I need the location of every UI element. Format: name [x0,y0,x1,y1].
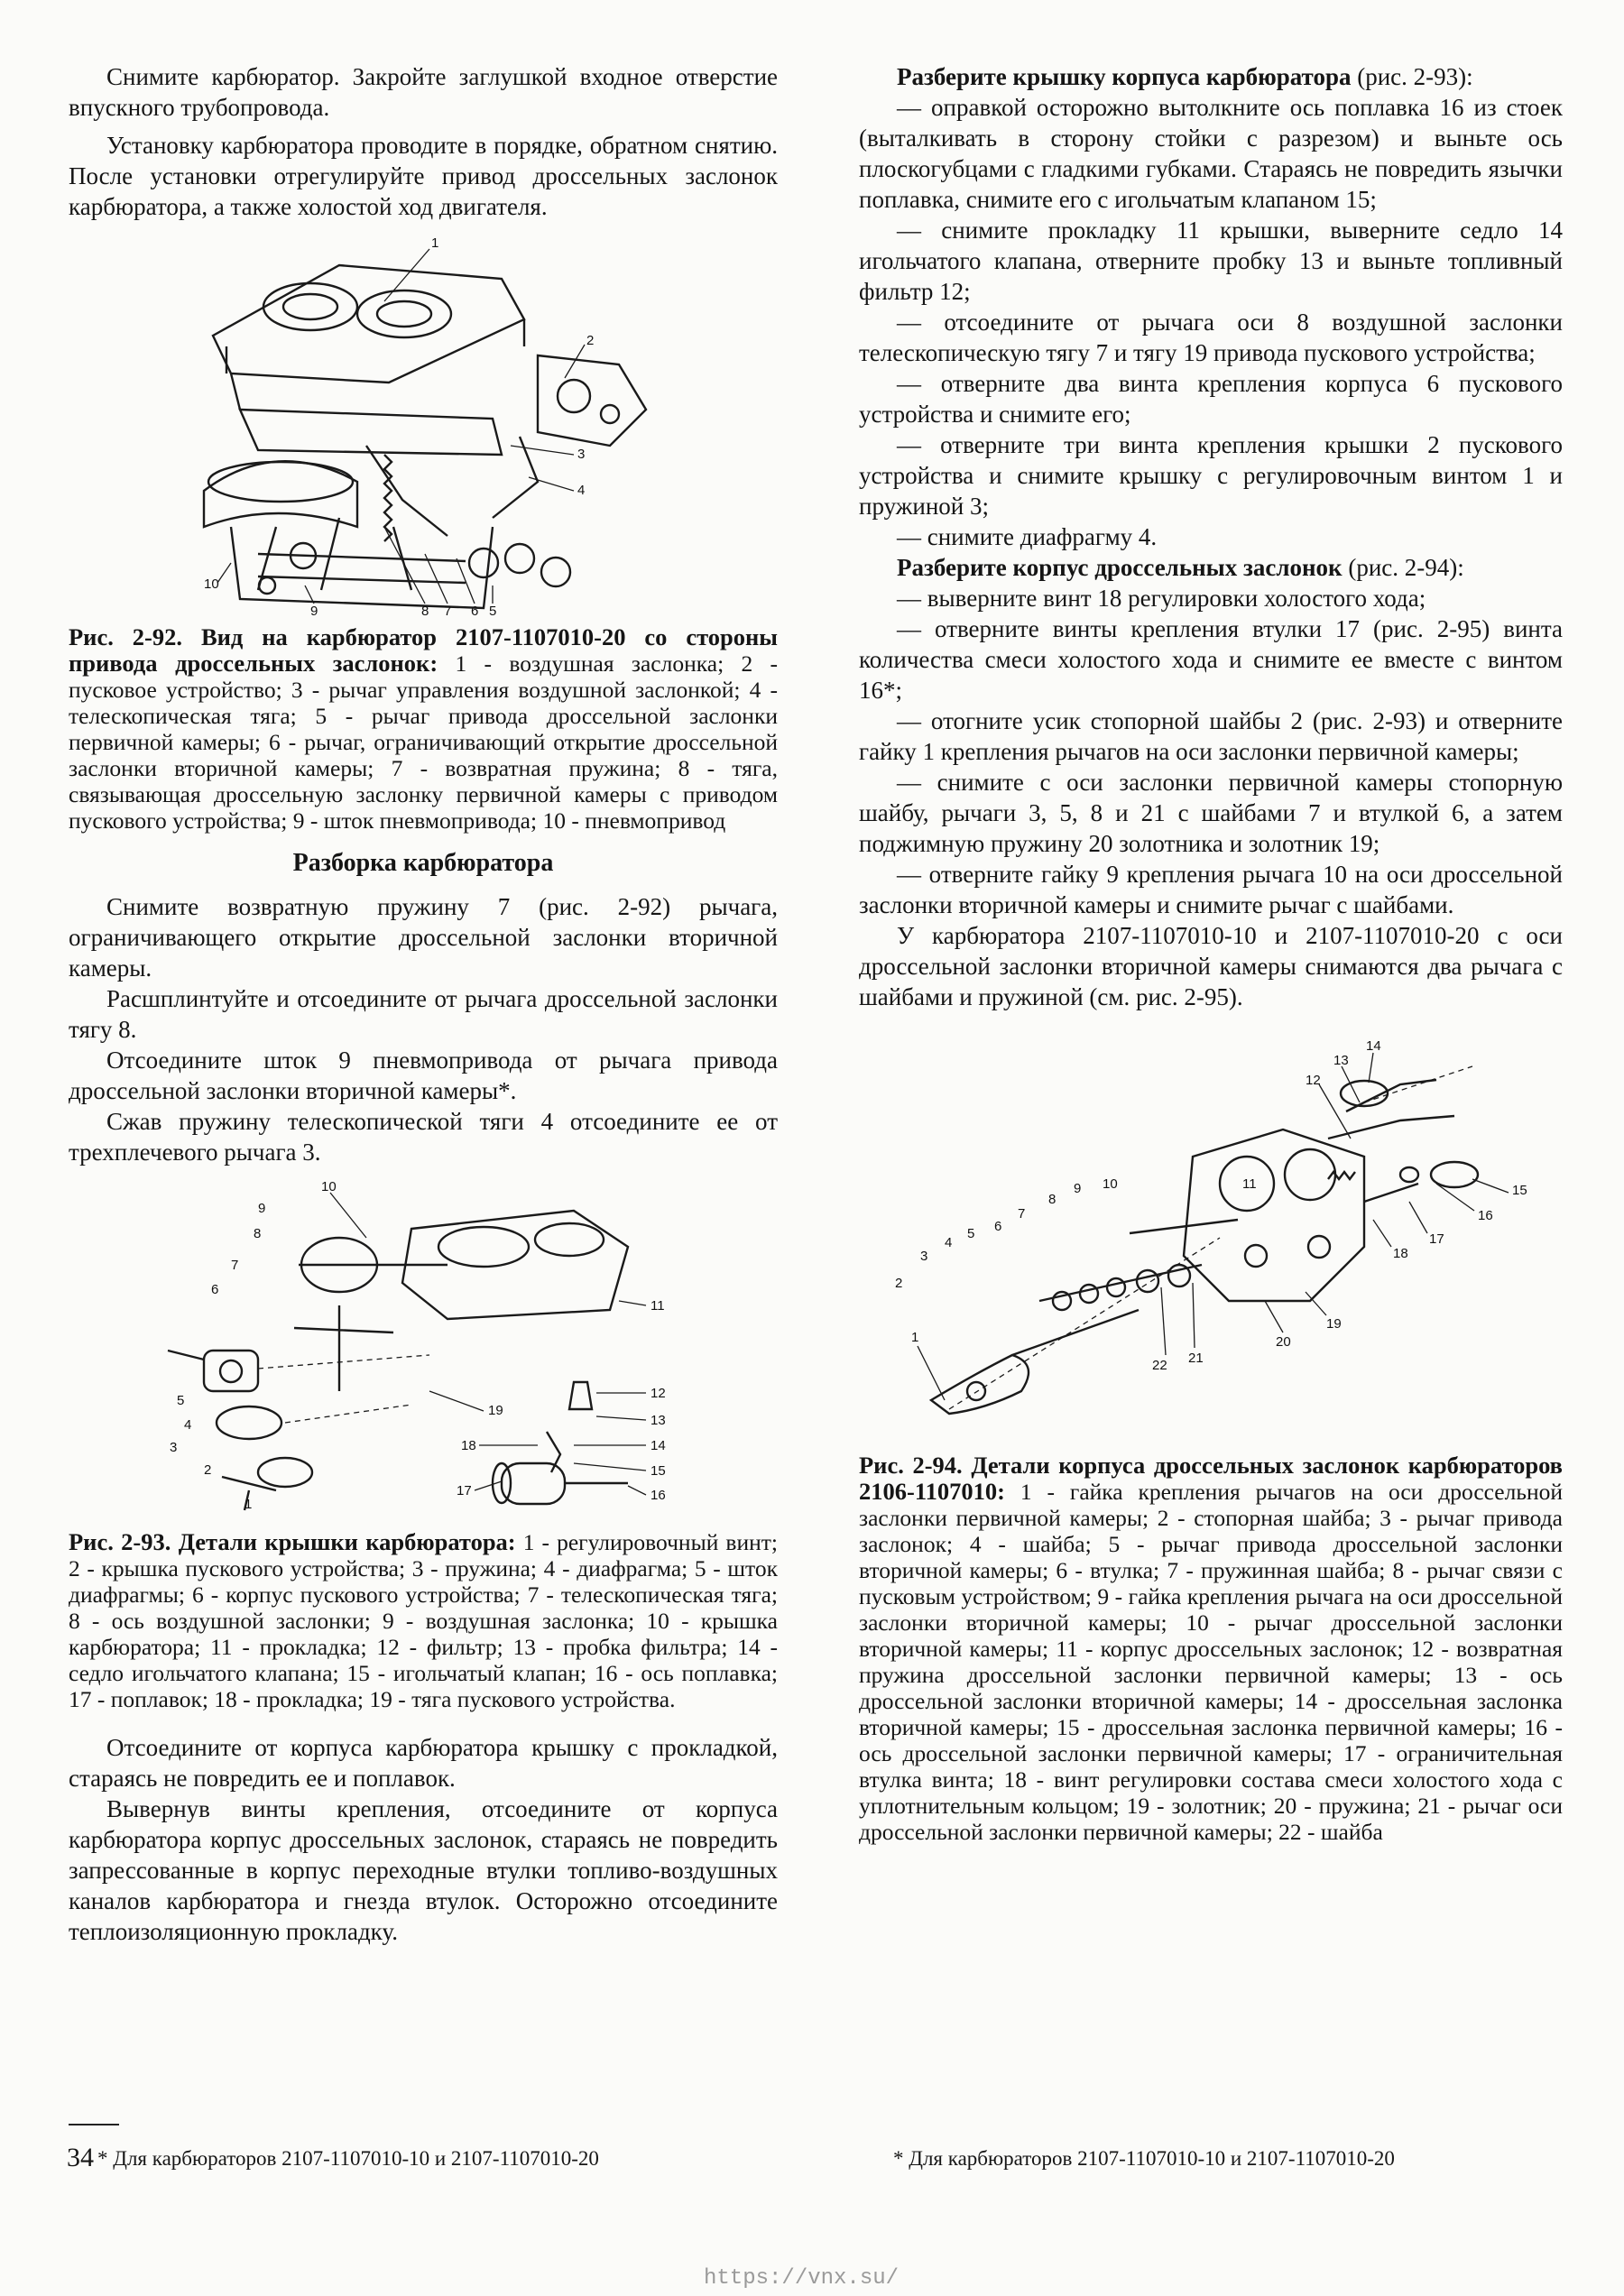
callout-label: 16 [651,1488,666,1503]
callout-label: 21 [1188,1351,1204,1366]
paragraph: Расшплинтуйте и отсоедините от рычага дроссельной заслонки тягу 8. [69,985,778,1043]
callout-label: 18 [1393,1246,1408,1261]
figure-caption-2-92 [69,624,778,834]
caption-text: 1 - регулировочный винт; 2 - крышка пускового устройства; 3 - пружина; 4 - диафрагма; 5 - шток диафрагмы; 6 - корпус пускового устройства; 7 - телескопическая тяга; 8 - ось воздушной заслонки; 9 - воздушная заслонка; 10 - крышка карбюратора; 11 - прокладка; 12 - фильтр; 13 - пробка фильтра; 14 - седло игольчатого клапана; 15 - игольчатый клапан; 16 - ось поплавка; 17 - поплавок; 18 - прокладка; 19 - тяга пускового устройства. [69,1529,778,1712]
paragraph: Вывернув винты крепления, отсоедините от корпуса карбюратора корпус дроссельных заслонок, стараясь не повредить запрессованные в корпус переходные втулки топливо-воздушных каналов карбюратора и гнезда втулок. Осторожно отсоедините теплоизоляционную прокладку. [69,1795,778,1945]
callout-label: 17 [1429,1231,1444,1247]
callout-label: 14 [1366,1038,1381,1054]
caption-title: Рис. 2-93. Детали крышки карбюратора: [69,1528,516,1555]
carburetor-cover-drawing [69,1175,778,1522]
callout-label: 1 [431,235,439,251]
page-number: 34 [67,2143,94,2172]
figure-ref: (рис. 2-94): [1342,554,1464,581]
callout-label: 8 [421,604,429,617]
callout-label: 8 [254,1226,262,1241]
list-item: — снимите с оси заслонки первичной камеры стопорную шайбу, рычаги 3, 5, 8 и 21 с шайбами 7 и втулкой 6, а затем поджимную пружину 20 золотника и золотник 19; [859,769,1563,857]
inline-heading: Разберите корпус дроссельных заслонок [897,554,1343,581]
callout-label: 18 [461,1438,476,1453]
callout-label: 9 [310,604,318,617]
heading-paragraph [859,552,1563,583]
inline-heading: Разберите крышку корпуса карбюратора [897,63,1352,90]
callout-label: 10 [321,1179,337,1194]
callout-label: 6 [994,1219,1002,1234]
callout-label: 4 [945,1235,953,1250]
caption-title: Рис. 2-92. Вид на карбюратор 2107-1107010-20 со стороны привода дроссельных заслонок: [69,623,778,677]
callout-label: 20 [1276,1334,1291,1350]
paragraph: Установку карбюратора проводите в порядке, обратном снятию. После установки отрегулируйте привод дроссельных заслонок карбюратора, а также холостой ход двигателя. [69,132,778,220]
footnote-right: * Для карбюраторов 2107-1107010-10 и 2107-1107010-20 [893,2147,1395,2170]
list-item: — отверните два винта крепления корпуса 6 пускового устройства и снимите его; [859,370,1563,428]
list-item: — отсоедините от рычага оси 8 воздушной заслонки телескопическую тягу 7 и тягу 19 привода пускового устройства; [859,309,1563,366]
callout-label: 4 [184,1417,192,1433]
callout-label: 3 [577,447,586,462]
paragraph: Снимите карбюратор. Закройте заглушкой входное отверстие впускного трубопровода. [69,63,778,121]
callout-label: 6 [211,1282,219,1297]
callout-label: 2 [204,1462,212,1478]
callout-label: 17 [457,1483,472,1498]
caption-text: 1 - гайка крепления рычагов на оси дроссельной заслонки первичной камеры; 2 - стопорная шайба; 3 - рычаг привода заслонок; 4 - шайба; 5 - рычаг привода дроссельной заслонки вторичной камеры; 6 - втулка; 7 - пружинная шайба; 8 - рычаг связи с пусковым устройством; 9 - гайка крепления рычага на оси дроссельной заслонки вторичной камеры; 10 - рычаг дроссельной заслонки вторичной камеры; 11 - корпус дроссельных заслонок; 12 - возвратная пружина дроссельной заслонки первичной камеры; 13 - ось дроссельной заслонки вторичной камеры; 14 - дроссельная заслонка вторичной камеры; 15 - дроссельная заслонка первичной камеры; 16 - ось дроссельной заслонки первичной камеры; 17 - ограничительная втулка винта; 18 - винт регулировки состава смеси холостого хода с уплотнительным кольцом; 19 - золотник; 20 - пружина; 21 - рычаг оси дроссельной заслонки первичной камеры; 22 - шайба [859,1479,1564,1845]
paragraph: Отсоедините от корпуса карбюратора крышку с прокладкой, стараясь не повредить ее и поплавок. [69,1734,778,1792]
callout-label: 15 [1512,1183,1527,1198]
list-item: — оправкой осторожно вытолкните ось поплавка 16 из стоек (выталкивать в сторону стойки с разрезом) и выньте ось плоскогубцами с гладкими губками. Стараясь не повредить язычки поплавка, снимите его с игольчатым клапаном 15; [859,94,1563,213]
callout-label: 5 [177,1393,185,1408]
callout-label: 4 [577,483,586,498]
callout-label: 19 [1326,1316,1342,1332]
callout-label: 12 [651,1386,666,1401]
callout-label: 7 [444,604,452,617]
paragraph: У карбюратора 2107-1107010-10 и 2107-1107010-20 с оси дроссельной заслонки вторичной камеры снимаются два рычага с шайбами и пружиной (см. рис. 2-95). [859,922,1563,1010]
callout-label: 2 [586,333,595,348]
list-item: — снимите прокладку 11 крышки, выверните седло 14 игольчатого клапана, отверните пробку 13 и выньте топливный фильтр 12; [859,217,1563,305]
carburetor-drawing [69,229,778,617]
caption-title: Рис. 2-94. Детали корпуса дроссельных заслонок карбюраторов 2106-1107010: [859,1452,1563,1505]
callout-label: 19 [488,1403,503,1418]
section-title: Разборка карбюратора [292,849,554,877]
callout-label: 5 [489,604,497,617]
callout-label: 6 [471,604,479,617]
caption-text: 1 - воздушная заслонка; 2 - пусковое устройство; 3 - рычаг управления воздушной заслонкой; 4 - телескопическая тяга; 5 - рычаг привода дроссельной заслонки первичной камеры; 6 - рычаг, ограничивающий открытие дроссельной заслонки вторичной камеры; 7 - возвратная пружина; 8 - тяга, связывающая дроссельную заслонку первичной камеры с приводом пускового устройства; 9 - шток пневмопривода; 10 - пневмопривод [69,650,779,834]
list-item: — отверните гайку 9 крепления рычага 10 на оси дроссельной заслонки вторичной камеры и снимите рычаг с шайбами. [859,861,1563,918]
figure-caption-2-94 [859,1452,1563,1845]
paragraph: Отсоедините шток 9 пневмопривода от рычага привода дроссельной заслонки вторичной камеры*. [69,1047,778,1104]
right-column [859,61,1563,1845]
callout-label: 12 [1306,1073,1321,1088]
list-item: — отверните винты крепления втулки 17 (рис. 2-95) винта количества смеси холостого хода и снимите ее вместе с винтом 16*; [859,615,1563,704]
throttle-body-drawing [859,1030,1563,1445]
footnote-rule [69,2124,119,2125]
list-item: — выверните винт 18 регулировки холостого хода; [897,585,1426,612]
list-item: — снимите диафрагму 4. [897,523,1158,550]
callout-label: 11 [651,1298,665,1314]
callout-label: 3 [920,1249,928,1264]
paragraph: Сжав пружину телескопической тяги 4 отсоедините ее от трехплечевого рычага 3. [69,1108,778,1166]
callout-label: 9 [258,1201,266,1216]
callout-label: 15 [651,1463,666,1479]
figure-2-92 [69,229,778,617]
figure-ref: (рис. 2-93): [1351,63,1473,90]
callout-label: 8 [1048,1192,1057,1207]
callout-label: 13 [651,1413,666,1428]
figure-caption-2-93 [69,1529,778,1712]
figure-2-93 [69,1175,778,1522]
callout-label: 16 [1478,1208,1493,1223]
callout-label: 22 [1152,1358,1167,1373]
list-item: — отогните усик стопорной шайбы 2 (рис. 2-93) и отверните гайку 1 крепления рычагов на оси заслонки первичной камеры; [859,707,1563,765]
callout-label: 7 [231,1258,239,1273]
callout-label: 10 [204,576,219,592]
heading-paragraph [859,61,1563,92]
paragraph: Снимите возвратную пружину 7 (рис. 2-92) рычага, ограничивающего открытие дроссельной заслонки вторичной камеры. [69,893,778,982]
callout-label: 1 [245,1497,253,1512]
callout-label: 13 [1333,1053,1349,1068]
callout-label: 10 [1103,1176,1118,1192]
list-item: — отверните три винта крепления крышки 2 пускового устройства и снимите крышку с регулировочным винтом 1 и пружиной 3; [859,431,1563,520]
callout-label: 11 [1242,1176,1257,1192]
callout-label: 1 [911,1330,919,1345]
watermark-url[interactable]: https://vnx.su/ [704,2266,900,2291]
callout-label: 2 [895,1276,903,1291]
callout-label: 14 [651,1438,666,1453]
callout-label: 5 [967,1226,975,1241]
callout-label: 9 [1074,1181,1082,1196]
callout-label: 7 [1018,1206,1026,1222]
figure-2-94 [859,1030,1563,1445]
footnote-left: * Для карбюраторов 2107-1107010-10 и 2107-1107010-20 [97,2147,599,2170]
left-column [69,61,778,1947]
callout-label: 3 [170,1440,178,1455]
